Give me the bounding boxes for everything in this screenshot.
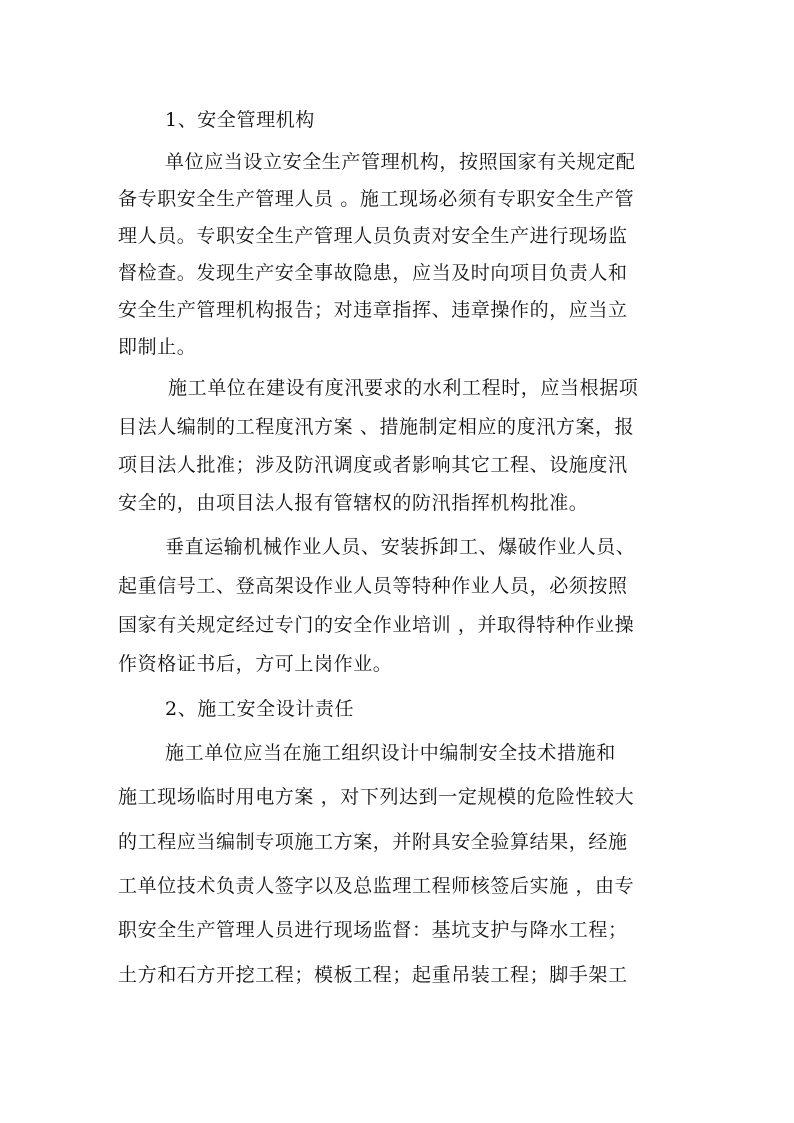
section1-paragraph3-line4: 作资格证书后，方可上岗作业。 xyxy=(118,653,393,675)
section1-paragraph2-line3: 项目法人批准；涉及防汛调度或者影响其它工程、设施度汛 xyxy=(118,454,628,476)
section1-paragraph2-line2: 目法人编制的工程度汛方案 、措施制定相应的度汛方案，报 xyxy=(118,416,635,438)
section1-heading: 1、安全管理机构 xyxy=(165,109,315,131)
section1-paragraph3-line3: 国家有关规定经过专门的安全作业培训 ，并取得特种作业操 xyxy=(118,614,635,636)
section2-paragraph1-line5: 职安全生产管理人员进行现场监督：基坑支护与降水工程； xyxy=(118,919,628,941)
section1-paragraph1-line3: 理人员。专职安全生产管理人员负责对安全生产进行现场监 xyxy=(118,225,628,247)
section1-paragraph1-line1: 单位应当设立安全生产管理机构，按照国家有关规定配 xyxy=(165,151,636,173)
section2-paragraph1-line4: 工单位技术负责人签字以及总监理工程师核签后实施 ，由专 xyxy=(118,875,635,897)
section2-heading: 2、施工安全设计责任 xyxy=(165,698,355,720)
section2-paragraph1-line2: 施工现场临时用电方案 ，对下列达到一定规模的危险性较大 xyxy=(118,786,635,808)
section2-paragraph1-line1: 施工单位应当在施工组织设计中编制安全技术措施和 xyxy=(165,742,616,764)
section1-paragraph3-line1: 垂直运输机械作业人员、安装拆卸工、爆破作业人员、 xyxy=(165,536,636,558)
section1-paragraph1-line6: 即制止。 xyxy=(118,336,197,358)
section2-paragraph1-line6: 土方和石方开挖工程；模板工程；起重吊装工程；脚手架工 xyxy=(118,964,628,986)
section1-paragraph2-line1: 施工单位在建设有度汛要求的水利工程时，应当根据项 xyxy=(168,377,639,399)
section1-paragraph1-line5: 安全生产管理机构报告；对违章指挥、违章操作的，应当立 xyxy=(118,299,628,321)
section1-paragraph1-line4: 督检查。发现生产安全事故隐患，应当及时向项目负责人和 xyxy=(118,262,628,284)
section1-paragraph3-line2: 起重信号工、登高架设作业人员等特种作业人员，必须按照 xyxy=(118,575,628,597)
section1-paragraph2-line4: 安全的，由项目法人报有管辖权的防汛指挥机构批准。 xyxy=(118,492,589,514)
section1-paragraph1-line2: 备专职安全生产管理人员 。施工现场必须有专职安全生产管 xyxy=(118,188,635,210)
section2-paragraph1-line3: 的工程应当编制专项施工方案，并附具安全验算结果，经施 xyxy=(118,831,628,853)
